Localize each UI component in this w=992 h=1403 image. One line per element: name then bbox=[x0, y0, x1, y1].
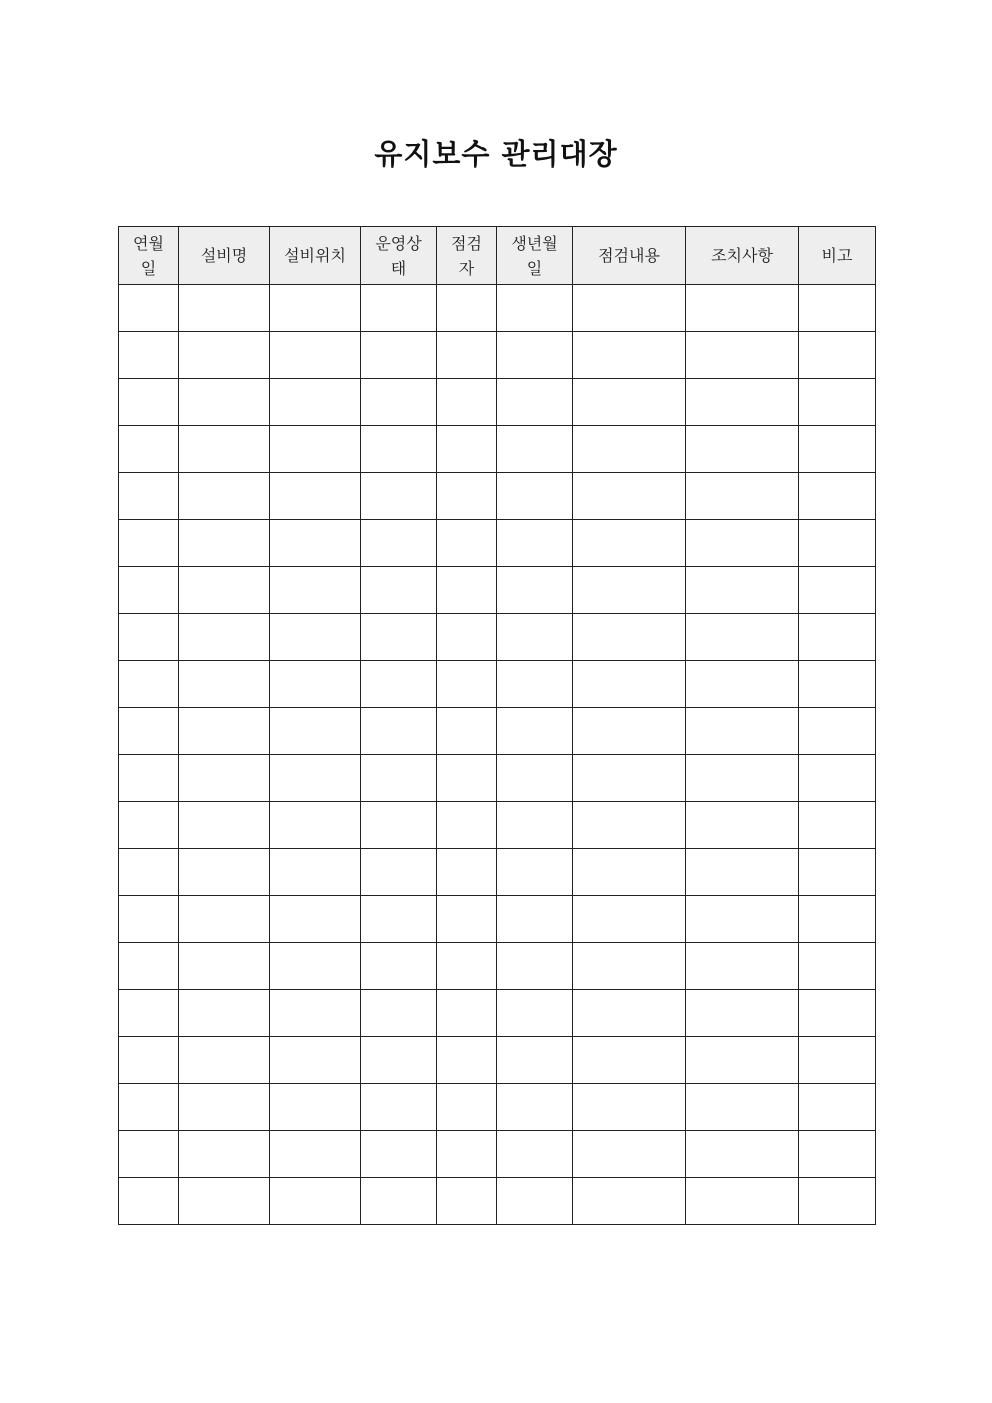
table-cell[interactable] bbox=[497, 473, 573, 520]
table-cell[interactable] bbox=[686, 1084, 799, 1131]
table-cell[interactable] bbox=[179, 614, 270, 661]
table-cell[interactable] bbox=[799, 285, 876, 332]
table-cell[interactable] bbox=[799, 708, 876, 755]
table-cell[interactable] bbox=[179, 849, 270, 896]
table-cell[interactable] bbox=[179, 802, 270, 849]
table-cell[interactable] bbox=[270, 1131, 361, 1178]
table-cell[interactable] bbox=[497, 1037, 573, 1084]
table-cell[interactable] bbox=[799, 379, 876, 426]
table-row bbox=[119, 1084, 876, 1131]
table-row bbox=[119, 520, 876, 567]
table-cell[interactable] bbox=[437, 379, 497, 426]
table-row bbox=[119, 567, 876, 614]
table-cell[interactable] bbox=[686, 520, 799, 567]
table-row bbox=[119, 661, 876, 708]
table-cell[interactable] bbox=[361, 755, 437, 802]
table-cell[interactable] bbox=[270, 332, 361, 379]
table-row bbox=[119, 1131, 876, 1178]
table-cell[interactable] bbox=[179, 1178, 270, 1225]
table-cell[interactable] bbox=[573, 614, 686, 661]
table-cell[interactable] bbox=[573, 708, 686, 755]
table-cell[interactable] bbox=[437, 614, 497, 661]
table-cell[interactable] bbox=[361, 285, 437, 332]
table-cell[interactable] bbox=[686, 661, 799, 708]
table-cell[interactable] bbox=[179, 473, 270, 520]
table-cell[interactable] bbox=[361, 708, 437, 755]
header-actions-taken: 조치사항 bbox=[686, 227, 799, 285]
table-cell[interactable] bbox=[573, 426, 686, 473]
table-cell[interactable] bbox=[437, 849, 497, 896]
table-cell[interactable] bbox=[361, 332, 437, 379]
table-cell[interactable] bbox=[270, 708, 361, 755]
table-cell[interactable] bbox=[361, 614, 437, 661]
table-cell[interactable] bbox=[270, 1037, 361, 1084]
table-cell[interactable] bbox=[179, 379, 270, 426]
table-cell[interactable] bbox=[361, 990, 437, 1037]
table-cell[interactable] bbox=[686, 849, 799, 896]
table-cell[interactable] bbox=[437, 1131, 497, 1178]
table-cell[interactable] bbox=[119, 426, 179, 473]
table-cell[interactable] bbox=[270, 755, 361, 802]
table-cell[interactable] bbox=[361, 426, 437, 473]
table-cell[interactable] bbox=[270, 520, 361, 567]
table-cell[interactable] bbox=[119, 567, 179, 614]
table-cell[interactable] bbox=[799, 661, 876, 708]
table-cell[interactable] bbox=[799, 1131, 876, 1178]
table-cell[interactable] bbox=[270, 896, 361, 943]
table-cell[interactable] bbox=[573, 285, 686, 332]
table-cell[interactable] bbox=[119, 332, 179, 379]
table-cell[interactable] bbox=[799, 332, 876, 379]
table-cell[interactable] bbox=[270, 614, 361, 661]
header-remarks: 비고 bbox=[799, 227, 876, 285]
table-cell[interactable] bbox=[119, 661, 179, 708]
table-cell[interactable] bbox=[497, 755, 573, 802]
table-cell[interactable] bbox=[573, 1037, 686, 1084]
table-cell[interactable] bbox=[270, 802, 361, 849]
table-cell[interactable] bbox=[437, 802, 497, 849]
table-cell[interactable] bbox=[361, 1178, 437, 1225]
table-cell[interactable] bbox=[497, 1178, 573, 1225]
table-cell[interactable] bbox=[361, 896, 437, 943]
table-cell[interactable] bbox=[437, 285, 497, 332]
table-cell[interactable] bbox=[799, 896, 876, 943]
table-cell[interactable] bbox=[497, 520, 573, 567]
table-header bbox=[119, 227, 876, 285]
table-row bbox=[119, 896, 876, 943]
table-cell[interactable] bbox=[119, 473, 179, 520]
table-cell[interactable] bbox=[573, 896, 686, 943]
table-cell[interactable] bbox=[686, 990, 799, 1037]
table-cell[interactable] bbox=[179, 990, 270, 1037]
table-cell[interactable] bbox=[686, 802, 799, 849]
table-cell[interactable] bbox=[686, 1178, 799, 1225]
table-cell[interactable] bbox=[179, 520, 270, 567]
table-cell[interactable] bbox=[270, 943, 361, 990]
table-row bbox=[119, 849, 876, 896]
table-cell[interactable] bbox=[686, 1131, 799, 1178]
table-cell[interactable] bbox=[573, 520, 686, 567]
table-cell[interactable] bbox=[119, 802, 179, 849]
table-cell[interactable] bbox=[497, 1131, 573, 1178]
table-cell[interactable] bbox=[179, 896, 270, 943]
table-cell[interactable] bbox=[573, 1084, 686, 1131]
table-row bbox=[119, 943, 876, 990]
table-cell[interactable] bbox=[179, 661, 270, 708]
table-cell[interactable] bbox=[361, 379, 437, 426]
table-cell[interactable] bbox=[179, 1131, 270, 1178]
table-cell[interactable] bbox=[437, 896, 497, 943]
header-equipment-location: 설비위치 bbox=[270, 227, 361, 285]
table-cell[interactable] bbox=[361, 849, 437, 896]
table-cell[interactable] bbox=[437, 567, 497, 614]
table-cell[interactable] bbox=[270, 990, 361, 1037]
table-cell[interactable] bbox=[270, 379, 361, 426]
table-cell[interactable] bbox=[437, 708, 497, 755]
header-equipment-name: 설비명 bbox=[179, 227, 270, 285]
table-cell[interactable] bbox=[179, 426, 270, 473]
header-operating-status: 운영상태 bbox=[361, 227, 437, 285]
table-cell[interactable] bbox=[497, 896, 573, 943]
table-cell[interactable] bbox=[573, 473, 686, 520]
table-cell[interactable] bbox=[437, 332, 497, 379]
table-cell[interactable] bbox=[686, 285, 799, 332]
table-row bbox=[119, 1037, 876, 1084]
table-cell[interactable] bbox=[686, 896, 799, 943]
table-cell[interactable] bbox=[686, 473, 799, 520]
table-cell[interactable] bbox=[119, 1037, 179, 1084]
table-cell[interactable] bbox=[119, 755, 179, 802]
table-cell[interactable] bbox=[573, 661, 686, 708]
table-cell[interactable] bbox=[799, 943, 876, 990]
table-row bbox=[119, 1178, 876, 1225]
table-cell[interactable] bbox=[497, 426, 573, 473]
table-cell[interactable] bbox=[179, 567, 270, 614]
table-cell[interactable] bbox=[437, 990, 497, 1037]
table-row bbox=[119, 285, 876, 332]
table-cell[interactable] bbox=[437, 943, 497, 990]
table-cell[interactable] bbox=[179, 1084, 270, 1131]
table-cell[interactable] bbox=[270, 473, 361, 520]
maintenance-ledger-table bbox=[118, 226, 876, 1225]
table-cell[interactable] bbox=[270, 567, 361, 614]
table-cell[interactable] bbox=[361, 473, 437, 520]
table-cell[interactable] bbox=[799, 1037, 876, 1084]
table-cell[interactable] bbox=[361, 1084, 437, 1131]
header-birth-date: 생년월일 bbox=[497, 227, 573, 285]
table-cell[interactable] bbox=[799, 426, 876, 473]
document-title: 유지보수 관리대장 bbox=[374, 137, 618, 171]
table-cell[interactable] bbox=[497, 332, 573, 379]
table-cell[interactable] bbox=[686, 567, 799, 614]
table-cell[interactable] bbox=[799, 520, 876, 567]
table-cell[interactable] bbox=[497, 379, 573, 426]
table-cell[interactable] bbox=[270, 849, 361, 896]
table-cell[interactable] bbox=[573, 332, 686, 379]
table-cell[interactable] bbox=[119, 1131, 179, 1178]
table-cell[interactable] bbox=[497, 990, 573, 1037]
table-cell[interactable] bbox=[179, 755, 270, 802]
header-inspection-details: 점검내용 bbox=[573, 227, 686, 285]
table-cell[interactable] bbox=[573, 1131, 686, 1178]
table-cell[interactable] bbox=[497, 708, 573, 755]
table-cell[interactable] bbox=[361, 1131, 437, 1178]
table-cell[interactable] bbox=[686, 708, 799, 755]
table-cell[interactable] bbox=[497, 285, 573, 332]
table-cell[interactable] bbox=[437, 661, 497, 708]
table-row bbox=[119, 332, 876, 379]
table-cell[interactable] bbox=[270, 426, 361, 473]
table-row bbox=[119, 990, 876, 1037]
table-body bbox=[119, 285, 876, 1225]
table-cell[interactable] bbox=[179, 708, 270, 755]
table-cell[interactable] bbox=[437, 1178, 497, 1225]
table-cell[interactable] bbox=[497, 849, 573, 896]
table-cell[interactable] bbox=[799, 1084, 876, 1131]
table-cell[interactable] bbox=[361, 802, 437, 849]
table-cell[interactable] bbox=[119, 896, 179, 943]
table-cell[interactable] bbox=[573, 1178, 686, 1225]
table-cell[interactable] bbox=[119, 1178, 179, 1225]
header-date: 연월일 bbox=[119, 227, 179, 285]
table-row bbox=[119, 755, 876, 802]
table-cell[interactable] bbox=[686, 1037, 799, 1084]
header-row bbox=[119, 227, 876, 285]
table-cell[interactable] bbox=[686, 614, 799, 661]
table-cell[interactable] bbox=[119, 379, 179, 426]
table-cell[interactable] bbox=[270, 1084, 361, 1131]
table-cell[interactable] bbox=[686, 379, 799, 426]
table-cell[interactable] bbox=[437, 1084, 497, 1131]
table-cell[interactable] bbox=[573, 943, 686, 990]
table-cell[interactable] bbox=[179, 285, 270, 332]
table-cell[interactable] bbox=[497, 614, 573, 661]
table-cell[interactable] bbox=[497, 567, 573, 614]
table-cell[interactable] bbox=[179, 1037, 270, 1084]
table-cell[interactable] bbox=[119, 614, 179, 661]
table-cell[interactable] bbox=[437, 1037, 497, 1084]
table-row bbox=[119, 802, 876, 849]
table-cell[interactable] bbox=[799, 755, 876, 802]
table-cell[interactable] bbox=[573, 379, 686, 426]
table-cell[interactable] bbox=[437, 473, 497, 520]
table-cell[interactable] bbox=[119, 990, 179, 1037]
table-cell[interactable] bbox=[119, 708, 179, 755]
table-cell[interactable] bbox=[573, 990, 686, 1037]
table-row bbox=[119, 426, 876, 473]
table-cell[interactable] bbox=[497, 802, 573, 849]
table-cell[interactable] bbox=[361, 520, 437, 567]
table-cell[interactable] bbox=[119, 1084, 179, 1131]
header-inspector: 점검자 bbox=[437, 227, 497, 285]
table-cell[interactable] bbox=[119, 849, 179, 896]
table-cell[interactable] bbox=[437, 755, 497, 802]
table-cell[interactable] bbox=[270, 1178, 361, 1225]
table-cell[interactable] bbox=[497, 943, 573, 990]
table-cell[interactable] bbox=[799, 614, 876, 661]
table-cell[interactable] bbox=[799, 802, 876, 849]
table-row bbox=[119, 708, 876, 755]
table-cell[interactable] bbox=[119, 520, 179, 567]
table-cell[interactable] bbox=[799, 1178, 876, 1225]
table-cell[interactable] bbox=[270, 285, 361, 332]
table-cell[interactable] bbox=[179, 943, 270, 990]
table-cell[interactable] bbox=[573, 849, 686, 896]
table-row bbox=[119, 614, 876, 661]
table-cell[interactable] bbox=[573, 802, 686, 849]
table-cell[interactable] bbox=[799, 990, 876, 1037]
table-cell[interactable] bbox=[573, 567, 686, 614]
table-cell[interactable] bbox=[686, 426, 799, 473]
table-row bbox=[119, 379, 876, 426]
table-cell[interactable] bbox=[119, 943, 179, 990]
table-cell[interactable] bbox=[497, 1084, 573, 1131]
table-cell[interactable] bbox=[437, 426, 497, 473]
table-cell[interactable] bbox=[361, 567, 437, 614]
table-cell[interactable] bbox=[270, 661, 361, 708]
table-cell[interactable] bbox=[361, 661, 437, 708]
table-cell[interactable] bbox=[573, 755, 686, 802]
table-cell[interactable] bbox=[361, 943, 437, 990]
table-cell[interactable] bbox=[686, 943, 799, 990]
table-cell[interactable] bbox=[179, 332, 270, 379]
table-cell[interactable] bbox=[686, 332, 799, 379]
table-row bbox=[119, 473, 876, 520]
table-cell[interactable] bbox=[361, 1037, 437, 1084]
table-cell[interactable] bbox=[799, 849, 876, 896]
table-cell[interactable] bbox=[686, 755, 799, 802]
table-cell[interactable] bbox=[799, 567, 876, 614]
table-cell[interactable] bbox=[119, 285, 179, 332]
table-cell[interactable] bbox=[437, 520, 497, 567]
table-cell[interactable] bbox=[799, 473, 876, 520]
table-cell[interactable] bbox=[497, 661, 573, 708]
